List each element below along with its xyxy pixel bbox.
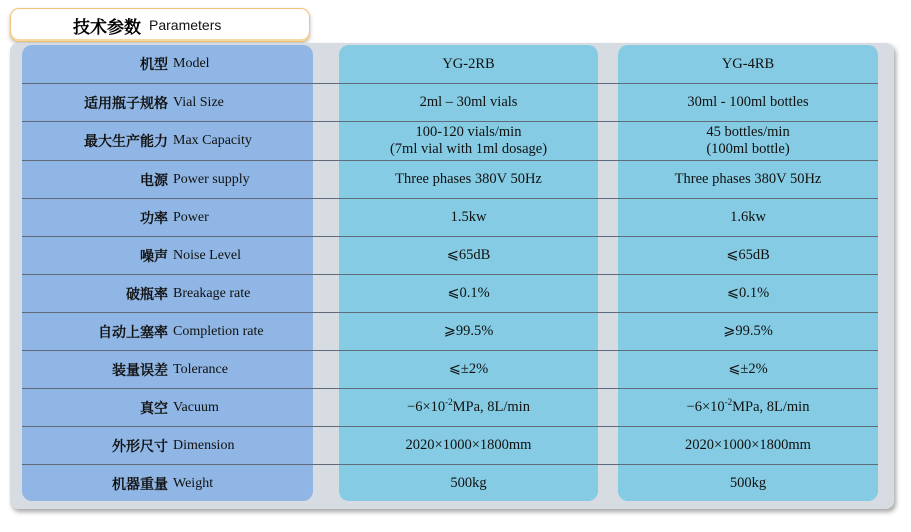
model-b-value [618,313,878,350]
value-line: 2020×1000×1800mm [405,437,532,453]
value-line: 1.5kw [450,209,487,225]
model-a-value [339,199,598,236]
value-line: YG-4RB [721,55,775,72]
row-label [22,313,313,350]
row-label-en: Model [173,56,210,71]
row-label-cn: 破瓶率 [126,286,168,303]
row-label-cn: 功率 [140,210,168,227]
model-b-value [618,389,878,426]
value-line: ⩽65dB [726,247,770,263]
row-label-en: Tolerance [173,361,228,377]
value-line: ⩽±2% [448,361,489,377]
model-a-value [339,237,598,274]
model-a-value [339,427,598,464]
section-title-en: Parameters [149,17,222,33]
table-row [22,389,878,427]
model-b-value [618,465,878,502]
table-row [22,84,878,122]
row-label-en: Vial Size [173,94,224,110]
value-line: $-6\times 10^{-2}MPa$, 8L/min [407,397,530,415]
row-label-cn: 外形尺寸 [112,438,168,455]
value-line: Three phases 380V 50Hz [674,171,822,187]
row-label-cn: 噪声 [140,248,168,265]
model-a-value [339,389,598,426]
table-row [22,351,878,389]
parameters-table [22,45,878,502]
value-line: $-6\times 10^{-2}MPa$, 8L/min [686,397,810,415]
section-title-tab [10,8,310,42]
row-label-en: Power [173,209,209,225]
row-label [22,427,313,464]
table-row [22,275,878,313]
model-b-value [618,237,878,274]
value-line: 30ml - 100ml bottles [687,94,809,110]
row-label [22,389,313,426]
value-line: (7ml vial with 1ml dosage) [389,141,548,157]
model-b-value [618,161,878,198]
model-a-value [339,351,598,388]
model-b-value [618,351,878,388]
row-label-en: Dimension [173,437,235,453]
value-line: ⩽±2% [728,361,768,377]
model-a-value [339,45,598,83]
value-line: 100-120 vials/min [415,124,522,140]
table-row [22,237,878,275]
row-label-en: Power supply [173,171,250,187]
row-label [22,45,313,83]
row-label-cn: 最大生产能力 [84,134,168,150]
row-label [22,199,313,236]
row-label-en: Breakage rate [173,285,251,301]
row-label-cn: 机型 [140,57,168,73]
row-label-cn: 适用瓶子规格 [84,95,168,112]
row-label [22,122,313,160]
value-line: Three phases 380V 50Hz [395,171,542,187]
model-a-value [339,313,598,350]
row-label [22,351,313,388]
model-b-value [618,199,878,236]
value-line: ⩾99.5% [723,323,773,339]
row-label [22,275,313,312]
model-a-value [339,84,598,121]
table-row [22,427,878,465]
row-label-cn: 装量误差 [112,362,168,379]
model-a-value [339,122,598,160]
value-line: ⩽0.1% [726,285,770,301]
value-line: ⩽65dB [446,247,491,263]
value-line: 1.6kw [730,209,766,225]
table-row [22,161,878,199]
row-label-en: Weight [173,475,214,491]
value-line: YG-2RB [442,55,495,72]
row-label-en: Max Capacity [173,133,252,148]
row-label-cn: 电源 [140,172,168,189]
value-line: 2ml – 30ml vials [419,94,518,110]
row-label [22,237,313,274]
model-b-value [618,122,878,160]
value-line: ⩽0.1% [447,285,490,301]
model-a-value [339,465,598,502]
section-title-cn: 技术参数 [73,17,141,38]
row-label-en: Vacuum [173,399,219,415]
row-label-cn: 真空 [140,400,168,417]
row-label-cn: 自动上塞率 [98,324,168,341]
row-label-en: Completion rate [173,323,264,339]
model-a-value [339,161,598,198]
model-b-value [618,45,878,83]
value-line: 500kg [450,475,487,491]
table-row [22,465,878,502]
table-row [22,122,878,161]
row-label-cn: 机器重量 [112,476,168,493]
table-row [22,45,878,84]
model-b-value [618,275,878,312]
value-line: 500kg [729,475,767,491]
value-line: ⩾99.5% [443,323,494,339]
value-line: 2020×1000×1800mm [685,437,811,453]
table-row [22,199,878,237]
model-b-value [618,427,878,464]
value-line: 45 bottles/min [706,124,790,140]
model-b-value [618,84,878,121]
table-row [22,313,878,351]
row-label [22,84,313,121]
row-label [22,465,313,502]
row-label-en: Noise Level [173,247,242,263]
model-a-value [339,275,598,312]
value-line: (100ml bottle) [706,141,790,157]
row-label [22,161,313,198]
